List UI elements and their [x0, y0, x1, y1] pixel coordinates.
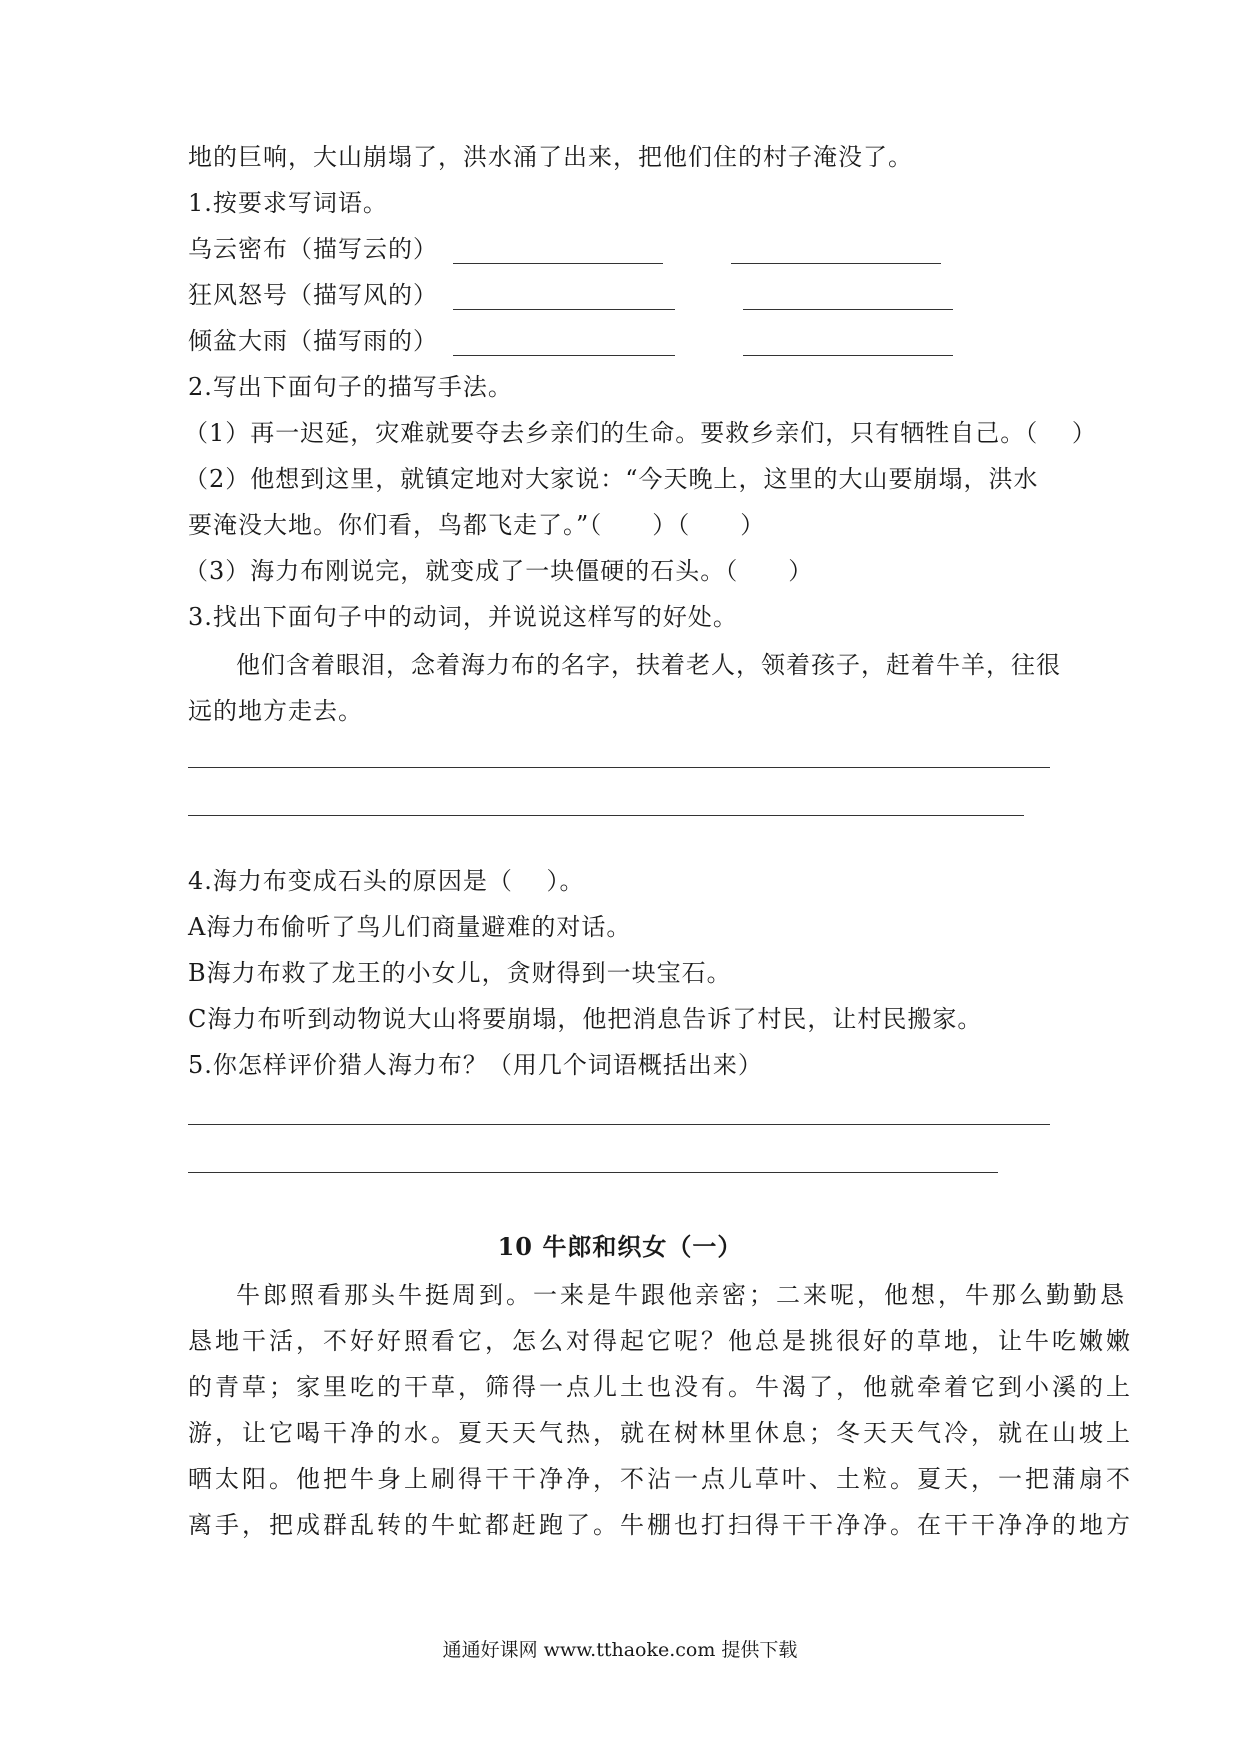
- section-title: 10 牛郎和织女（一）: [497, 1232, 743, 1261]
- q2-sentence-1: （1）再一迟延，灾难就要夺去乡亲们的生命。要救乡亲们，只有牺牲自己。（ ）: [184, 419, 1097, 447]
- passage-line: 游，让它喝干净的水。夏天天气热，就在树林里休息；冬天天气冷，就在山坡上: [188, 1419, 1133, 1447]
- q5-heading: 5.你怎样评价猎人海力布？（用几个词语概括出来）: [188, 1051, 763, 1079]
- q2-heading: 2.写出下面句子的描写手法。: [188, 373, 513, 401]
- answer-line[interactable]: [188, 1124, 1050, 1125]
- answer-line[interactable]: [188, 815, 1024, 816]
- q1-word-rain: 倾盆大雨（描写雨的）: [188, 327, 438, 355]
- q4-option-b: B海力布救了龙王的小女儿，贪财得到一块宝石。: [188, 959, 732, 987]
- q1-row-cloud: [188, 234, 941, 264]
- q2-sentence-2a: （2）他想到这里，就镇定地对大家说：“今天晚上，这里的大山要崩塌，洪水: [184, 465, 1039, 493]
- q1-row-rain: [188, 326, 953, 356]
- answer-line[interactable]: [188, 1172, 998, 1173]
- q4-option-a: A海力布偷听了鸟儿们商量避难的对话。: [188, 913, 632, 941]
- q2-sentence-3: （3）海力布刚说完，就变成了一块僵硬的石头。（ ）: [184, 557, 814, 585]
- q1-word-wind: 狂风怒号（描写风的）: [188, 281, 438, 309]
- q2-sentence-2b: 要淹没大地。你们看，鸟都飞走了。”（ ）（ ）: [188, 511, 766, 539]
- q3-quote-line-2: 远的地方走去。: [188, 697, 363, 725]
- footer-source: 通通好课网 www.tthaoke.com 提供下载: [442, 1639, 798, 1661]
- answer-blank[interactable]: [453, 333, 675, 356]
- q1-word-cloud: 乌云密布（描写云的）: [188, 235, 438, 263]
- answer-blank[interactable]: [453, 287, 675, 310]
- answer-blank[interactable]: [731, 241, 941, 264]
- q4-heading: 4.海力布变成石头的原因是（ ）。: [188, 867, 585, 895]
- answer-blank[interactable]: [453, 241, 663, 264]
- answer-line[interactable]: [188, 767, 1050, 768]
- answer-blank[interactable]: [743, 333, 953, 356]
- passage-line: 离手，把成群乱转的牛虻都赶跑了。牛棚也打扫得干干净净。在干干净净的地方: [188, 1511, 1133, 1539]
- passage-line: 牛郎照看那头牛挺周到。一来是牛跟他亲密；二来呢，他想，牛那么勤勤恳: [236, 1281, 1127, 1309]
- q1-heading: 1.按要求写词语。: [188, 189, 388, 217]
- q4-option-c: C海力布听到动物说大山将要崩塌，他把消息告诉了村民，让村民搬家。: [188, 1005, 983, 1033]
- q3-quote-line-1: 他们含着眼泪，念着海力布的名字，扶着老人，领着孩子，赶着牛羊，往很: [236, 651, 1061, 679]
- passage-line: 的青草；家里吃的干草，筛得一点儿土也没有。牛渴了，他就牵着它到小溪的上: [188, 1373, 1133, 1401]
- passage-line: 晒太阳。他把牛身上刷得干干净净，不沾一点儿草叶、土粒。夏天，一把蒲扇不: [188, 1465, 1133, 1493]
- passage-continuation: 地的巨响，大山崩塌了，洪水涌了出来，把他们住的村子淹没了。: [188, 143, 913, 171]
- q1-row-wind: [188, 280, 953, 310]
- q3-heading: 3.找出下面句子中的动词，并说说这样写的好处。: [188, 603, 738, 631]
- answer-blank[interactable]: [743, 287, 953, 310]
- passage-line: 恳地干活，不好好照看它，怎么对得起它呢？他总是挑很好的草地，让牛吃嫩嫩: [188, 1327, 1133, 1355]
